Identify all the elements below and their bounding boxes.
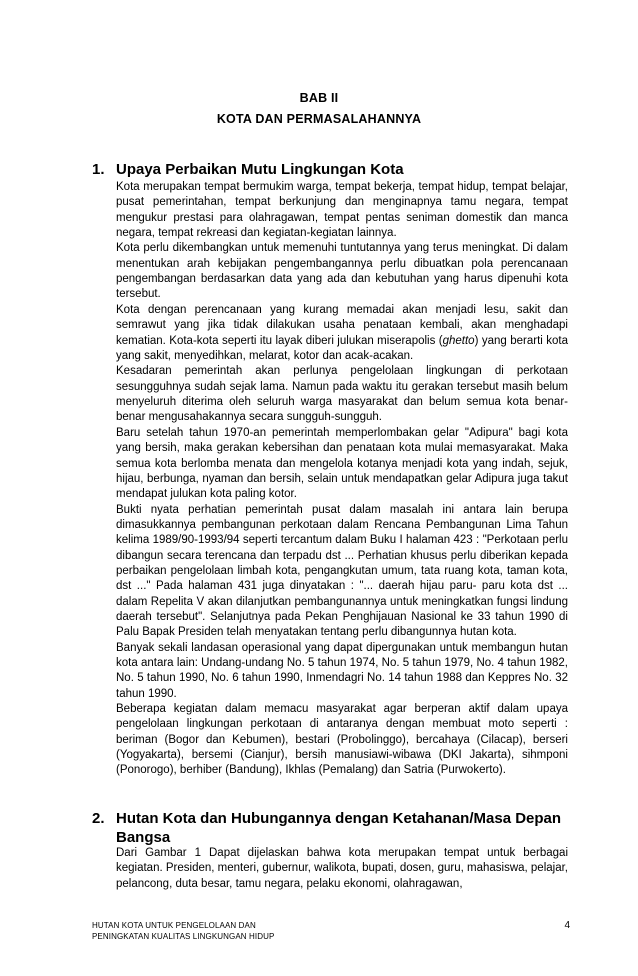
chapter-number: BAB II [299, 91, 339, 105]
page-number: 4 [564, 920, 570, 931]
footer-line-2: PENINGKATAN KUALITAS LINGKUNGAN HIDUP [92, 932, 275, 941]
section-1-number: 1. [92, 161, 105, 178]
section-1-body [116, 180, 568, 779]
section-1-paragraph: Kota dengan perencanaan yang kurang memadai akan menjadi lesu, sakit dan semrawut yang jika tidak dilakukan usaha penataan kembali, akan menghadapi kematian. Kota-kota seperti itu layak diberi julukan miserapolis (ghetto) yang berarti kota yang sakit, menyedihkan, melarat, kotor dan acak-acakan. [116, 303, 568, 362]
section-2-title: Hutan Kota dan Hubungannya dengan Ketahanan/Masa Depan Bangsa [116, 810, 562, 846]
section-2-number: 2. [92, 810, 105, 827]
section-2-body [116, 846, 568, 892]
section-1-paragraph: Banyak sekali landasan operasional yang dapat dipergunakan untuk membangun hutan kota antara lain: Undang-undang No. 5 tahun 1974, No. 5 tahun 1979, No. 4 tahun 1982, No. 5 tahun 1990, No. 6 tahun 1990, Inmendagri No. 14 tahun 1988 dan Keppres No. 32 tahun 1990. [116, 641, 568, 700]
section-1-title: Upaya Perbaikan Mutu Lingkungan Kota [116, 161, 404, 178]
section-1-paragraph: Baru setelah tahun 1970-an pemerintah memperlombakan gelar "Adipura" bagi kota yang bersih, maka gerakan kebersihan dan penataan kota mulai memasyarakat. Maka semua kota berlomba menata dan mengelola kotanya menjadi kota yang indah, sejuk, hijau, berbunga, nyaman dan bersih, selain untuk mendapatkan gelar Adipura juga takut mendapat julukan kota paling kotor. [116, 426, 568, 501]
footer-line-1: HUTAN KOTA UNTUK PENGELOLAAN DAN [92, 921, 256, 930]
chapter-title: KOTA DAN PERMASALAHANNYA [216, 112, 422, 126]
section-1-paragraph: Kesadaran pemerintah akan perlunya pengelolaan lingkungan di perkotaan sesungguhnya sudah sejak lama. Namun pada waktu itu gerakan tersebut masih belum menyeluruh diterima oleh seluruh warga masyarakat dan belum semua kota benar-benar mengusahakannya secara sungguh-sungguh. [116, 365, 568, 424]
section-1-paragraph: Kota merupakan tempat bermukim warga, tempat bekerja, tempat hidup, tempat belajar, pusat pemerintahan, tempat berkunjung dan menginapnya tamu negara, tempat mengukur prestasi para olahragawan, tempat pentas seniman domestik dan manca negara, tempat rekreasi dan kegiatan-kegiatan lainnya. [116, 181, 568, 239]
section-1-paragraph: Kota perlu dikembangkan untuk memenuhi tuntutannya yang terus meningkat. Di dalam menentukan arah kebijakan pengembangannya perlu dibuatkan pola perencanaan pengembangan berdasarkan data yang ada dan kebutuhan yang harus dipenuhi kota tersebut. [116, 242, 568, 301]
section-2-paragraph: Dari Gambar 1 Dapat dijelaskan bahwa kota merupakan tempat untuk berbagai kegiatan. Presiden, menteri, gubernur, walikota, bupati, dosen, guru, mahasiswa, pelajar, pelancong, duta besar, tamu negara, pelaku ekonomi, olahragawan, [116, 847, 568, 890]
ghetto-term: ghetto [442, 334, 475, 347]
page-footer [92, 920, 274, 942]
section-1-paragraph: Beberapa kegiatan dalam memacu masyarakat agar berperan aktif dalam upaya pengelolaan lingkungan perkotaan di antaranya dengan membuat moto seperti : beriman (Bogor dan Kebumen), bestari (Probolinggo), bercahaya (Cilacap), berseri (Yogyakarta), bersemi (Cianjur), bersih manusiawi-wibawa (DKI Jakarta), sihmponi (Ponorogo), berhiber (Bandung), Ikhlas (Pemalang) dan Satria (Purwokerto). [116, 703, 568, 777]
section-1-paragraph: Bukti nyata perhatian pemerintah pusat dalam masalah ini antara lain berupa dimasukkannya pembangunan perkotaan dalam Rencana Pembangunan Lima Tahun kelima 1989/90-1993/94 seperti tercantum dalam Buku I halaman 423 : "Perkotaan perlu dibangun secara terencana dan terpadu dst ... Perhatian khusus perlu diberikan kepada perbaikan pengelolaan limbah kota, pengangkutan umum, tata ruang kota, taman kota, dst ..." Pada halaman 431 juga dinyatakan : "... daerah hijau paru- paru kota dst ... dalam Repelita V akan dilanjutkan pembangunannya untuk meningkatkan fungsi lindung daerah tersebut". Selanjutnya pada Pekan Penghijauan Nasional ke 33 tahun 1990 di Palu Bapak Presiden telah menyatakan tentang perlu dibangunnya hutan kota. [116, 503, 568, 639]
